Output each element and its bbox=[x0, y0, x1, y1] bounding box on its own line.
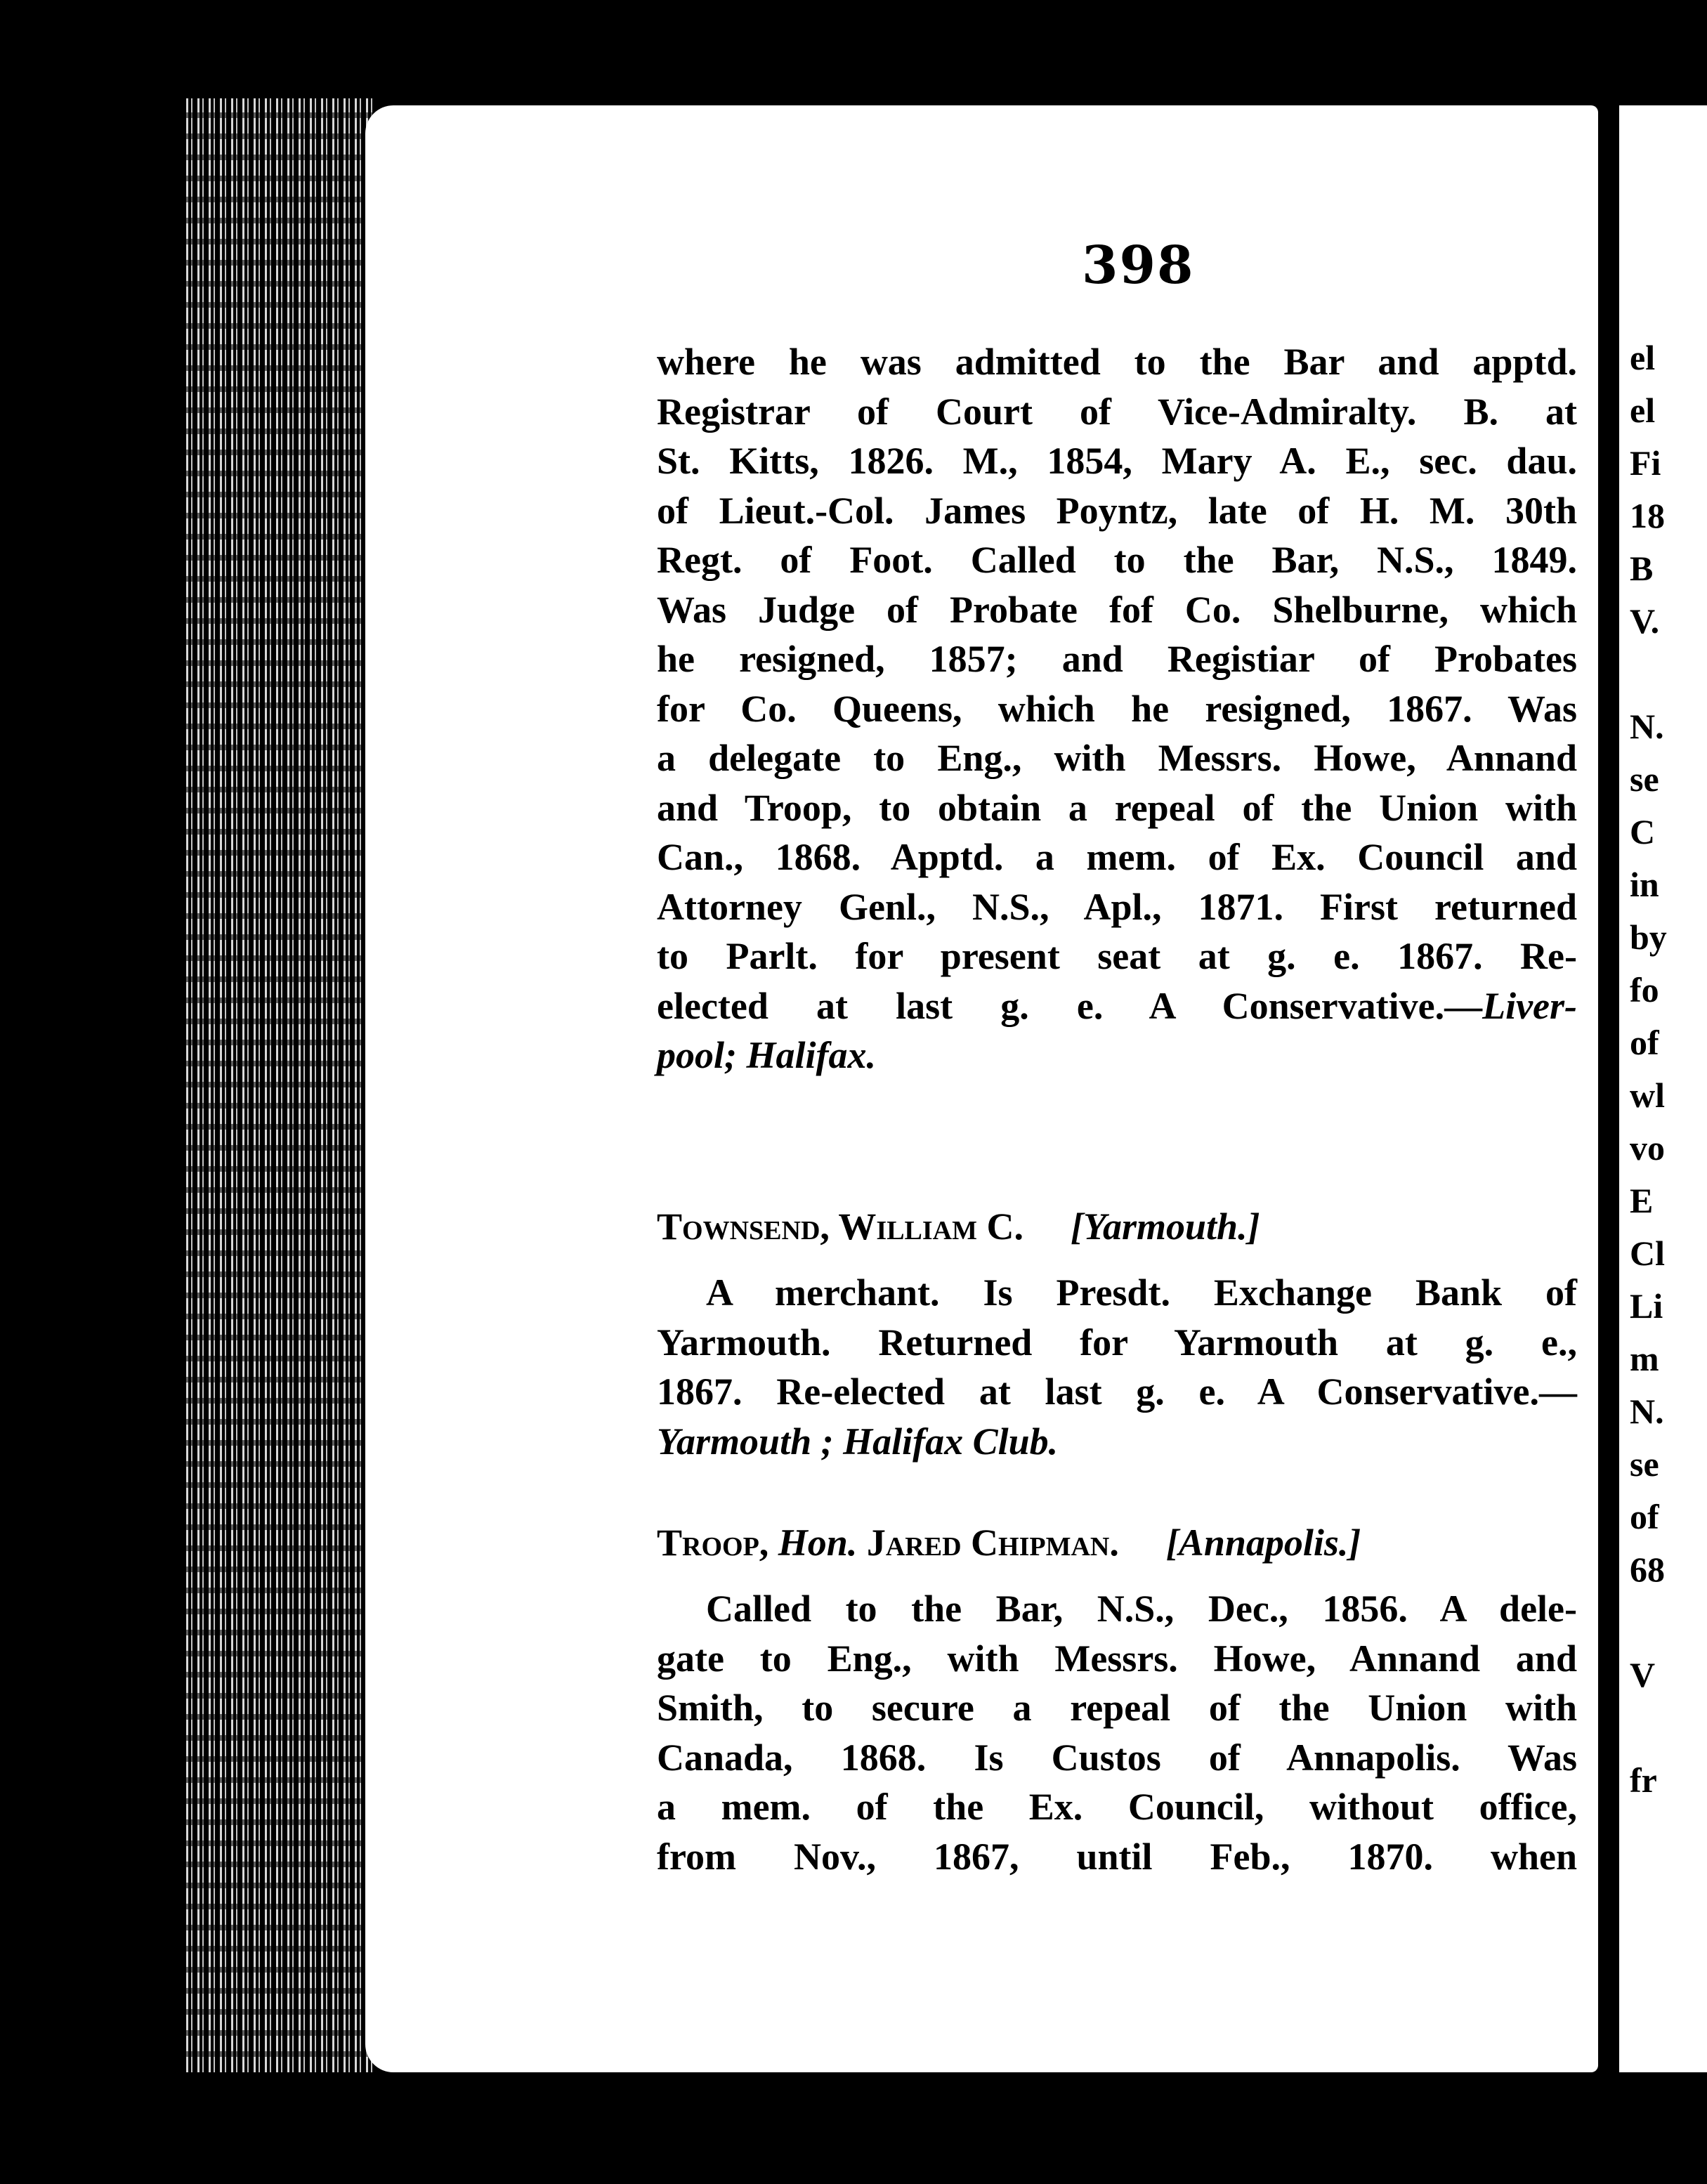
text-line: a delegate to Eng., with Messrs. Howe, Annand bbox=[657, 737, 1577, 779]
text-line: and Troop, to obtain a repeal of the Union with bbox=[657, 786, 1577, 829]
text-line: Yarmouth. Returned for Yarmouth at g. e., bbox=[657, 1321, 1577, 1364]
text-line: from Nov., 1867, until Feb., 1870. when bbox=[657, 1835, 1577, 1878]
next-page-fragment: 18 bbox=[1630, 496, 1665, 535]
next-page-fragment bbox=[1630, 1602, 1707, 1654]
next-page-fragment: by bbox=[1630, 917, 1667, 957]
entry-surname: Troop, bbox=[657, 1522, 769, 1564]
text-line: Regt. of Foot. Called to the Bar, N.S., 1849. bbox=[657, 539, 1577, 581]
text-line: Yarmouth ; Halifax Club. bbox=[657, 1420, 1059, 1463]
next-page-fragment: vo bbox=[1630, 1128, 1665, 1168]
text-line: Registrar of Court of Vice-Admiralty. B. at bbox=[657, 390, 1577, 433]
next-page-fragment bbox=[1630, 1707, 1707, 1760]
entry-constituency: [Annapolis.] bbox=[1165, 1522, 1361, 1564]
entry-title: Hon. bbox=[778, 1522, 858, 1564]
text-line: a mem. of the Ex. Council, without office, bbox=[657, 1786, 1577, 1828]
next-page-fragment: se bbox=[1630, 1444, 1659, 1484]
next-page-fragment: V bbox=[1630, 1655, 1656, 1694]
next-page-text-fragments bbox=[1630, 337, 1707, 1812]
next-page-fragment: Li bbox=[1630, 1286, 1663, 1326]
next-page-fragment: wl bbox=[1630, 1075, 1665, 1115]
next-page-fragment: E bbox=[1630, 1181, 1654, 1220]
text-line: he resigned, 1857; and Registiar of Probates bbox=[657, 638, 1577, 680]
text-line: pool; Halifax. bbox=[657, 1034, 876, 1076]
page-number: 398 bbox=[1082, 235, 1195, 296]
next-page-fragment: Fi bbox=[1630, 443, 1661, 483]
text-line: of Lieut.-Col. James Poyntz, late of H. M. 30th bbox=[657, 489, 1577, 532]
next-page-fragment bbox=[1630, 653, 1707, 706]
text-line: Was Judge of Probate fof Co. Shelburne, which bbox=[657, 588, 1577, 631]
next-page-fragment: B bbox=[1630, 549, 1654, 588]
next-page-fragment: m bbox=[1630, 1339, 1659, 1378]
next-page-fragment: fo bbox=[1630, 970, 1659, 1009]
text-segment: elected at last g. e. A Conservative.— bbox=[657, 984, 1483, 1027]
next-page-fragment: 68 bbox=[1630, 1550, 1665, 1589]
text-line: A merchant. Is Presdt. Exchange Bank of bbox=[706, 1271, 1577, 1314]
next-page-fragment: of bbox=[1630, 1497, 1659, 1536]
next-page-fragment: V. bbox=[1630, 601, 1660, 641]
entry-body-townsend bbox=[657, 1268, 1577, 1466]
entry-heading-townsend bbox=[657, 1205, 1577, 1248]
entry-heading-troop bbox=[657, 1521, 1577, 1564]
text-line: where he was admitted to the Bar and apptd. bbox=[657, 341, 1577, 383]
entry-given-names: Jared Chipman. bbox=[866, 1522, 1119, 1564]
text-line: 1867. Re-elected at last g. e. A Conservative.— bbox=[657, 1371, 1577, 1413]
text-line: to Parlt. for present seat at g. e. 1867. Re- bbox=[657, 935, 1577, 977]
text-line: Can., 1868. Apptd. a mem. of Ex. Council and bbox=[657, 836, 1577, 878]
text-line: for Co. Queens, which he resigned, 1867. Was bbox=[657, 687, 1577, 730]
entry-continuation bbox=[657, 337, 1577, 1080]
page-edge-stack bbox=[186, 98, 376, 2072]
entry-constituency: [Yarmouth.] bbox=[1070, 1205, 1260, 1248]
next-page-fragment: se bbox=[1630, 759, 1659, 799]
next-page-fragment: in bbox=[1630, 865, 1659, 904]
text-line: Smith, to secure a repeal of the Union with bbox=[657, 1687, 1577, 1729]
next-page-fragment: el bbox=[1630, 391, 1656, 430]
next-page-fragment: N. bbox=[1630, 1392, 1664, 1431]
next-page-fragment: of bbox=[1630, 1023, 1659, 1062]
text-line: Attorney Genl., N.S., Apl., 1871. First returned bbox=[657, 885, 1577, 928]
text-line: Canada, 1868. Is Custos of Annapolis. Was bbox=[657, 1736, 1577, 1779]
text-line-mixed bbox=[657, 981, 1577, 1031]
next-page-fragment: fr bbox=[1630, 1760, 1657, 1800]
book-gutter bbox=[1598, 91, 1622, 2086]
text-line: Called to the Bar, N.S., Dec., 1856. A dele- bbox=[706, 1588, 1577, 1630]
next-page-fragment: C bbox=[1630, 812, 1656, 851]
next-page-fragment: Cl bbox=[1630, 1234, 1665, 1273]
next-page-fragment: N. bbox=[1630, 707, 1664, 746]
text-line: gate to Eng., with Messrs. Howe, Annand and bbox=[657, 1637, 1577, 1680]
next-page-fragment: el bbox=[1630, 338, 1656, 377]
entry-name: Townsend, William C. bbox=[657, 1205, 1023, 1248]
italic-segment: Liver- bbox=[1482, 984, 1577, 1027]
entry-body-troop bbox=[657, 1584, 1577, 1881]
text-line: St. Kitts, 1826. M., 1854, Mary A. E., sec. dau. bbox=[657, 440, 1577, 482]
